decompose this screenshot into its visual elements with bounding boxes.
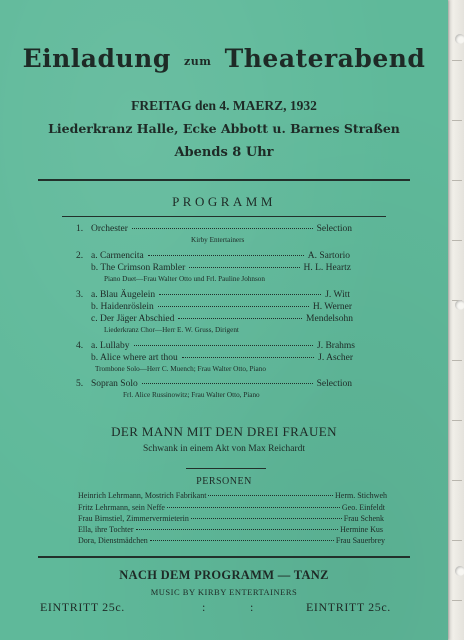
- programme-note: Liederkranz Chor—Herr E. W. Gruss, Dirigent: [104, 326, 239, 334]
- cast-row: Dora, Dienstmädchen Frau Sauerbrey: [78, 536, 385, 545]
- programme-note: Trombone Solo—Herr C. Muench; Frau Walter Otto, Piano: [95, 365, 266, 373]
- programme-note: Kirby Entertainers: [191, 236, 245, 244]
- background-page-edge: [446, 0, 464, 640]
- programme-item: 4. a. Lullaby J. Brahms: [76, 341, 355, 351]
- programme-item: b. Alice where art thou J. Ascher: [91, 353, 353, 363]
- admission-separator: :: [250, 600, 254, 614]
- event-time: Abends 8 Uhr: [174, 145, 274, 160]
- punch-hole: [455, 300, 464, 310]
- programme-item: 3. a. Blau Äugelein J. Witt: [76, 290, 350, 300]
- admission-right: EINTRITT 25c.: [306, 600, 391, 614]
- play-title: DER MANN MIT DEN DREI FRAUEN: [111, 424, 337, 439]
- programme-item: 2. a. Carmencita A. Sartorio: [76, 251, 350, 261]
- punch-hole: [455, 34, 464, 44]
- cast-row: Frau Birnstiel, Zimmervermieterin Frau Schenk: [78, 514, 384, 523]
- cast-row: Heinrich Lehrmann, Mostrich Fabrikant Herm. Stichweh: [78, 491, 387, 500]
- event-venue: Liederkranz Halle, Ecke Abbott u. Barnes Straßen: [48, 121, 400, 136]
- play-subtitle: Schwank in einem Akt von Max Reichardt: [143, 444, 305, 454]
- admission-left: EINTRITT 25c.: [40, 600, 125, 614]
- cast-row: Fritz Lehrmann, sein Neffe Geo. Einfeldt: [78, 503, 385, 512]
- programme-item: b. Haidenröslein H. Werner: [91, 302, 352, 312]
- divider: [38, 179, 410, 181]
- programme-note: Frl. Alice Russinowitz; Frau Walter Otto, Piano: [123, 391, 260, 399]
- divider: [38, 556, 410, 558]
- divider: [62, 216, 386, 217]
- after-programme: NACH DEM PROGRAMM — TANZ: [119, 568, 329, 582]
- cast-row: Ella, ihre Tochter Hermine Kus: [78, 525, 383, 534]
- invitation-title: [0, 44, 448, 73]
- divider: [186, 468, 266, 469]
- programme-note: Piano Duet—Frau Walter Otto und Frl. Pauline Johnson: [104, 275, 265, 283]
- programme-item: 1. Orchester Selection: [76, 224, 352, 234]
- admission-separator: :: [202, 600, 206, 614]
- programme-heading: PROGRAMM: [172, 194, 276, 209]
- programme-item: 5. Sopran Solo Selection: [76, 379, 352, 389]
- title-mid: zum: [184, 55, 212, 68]
- cast-heading: PERSONEN: [196, 476, 252, 487]
- programme-item: b. The Crimson Rambler H. L. Heartz: [91, 263, 351, 273]
- event-date: FREITAG den 4. MAERZ, 1932: [131, 98, 317, 113]
- title-left: Einladung: [22, 44, 171, 73]
- music-credit: MUSIC BY KIRBY ENTERTAINERS: [150, 587, 298, 597]
- punch-hole: [455, 566, 464, 576]
- title-right: Theaterabend: [224, 44, 426, 73]
- programme-item: c. Der Jäger Abschied Mendelsohn: [91, 314, 353, 324]
